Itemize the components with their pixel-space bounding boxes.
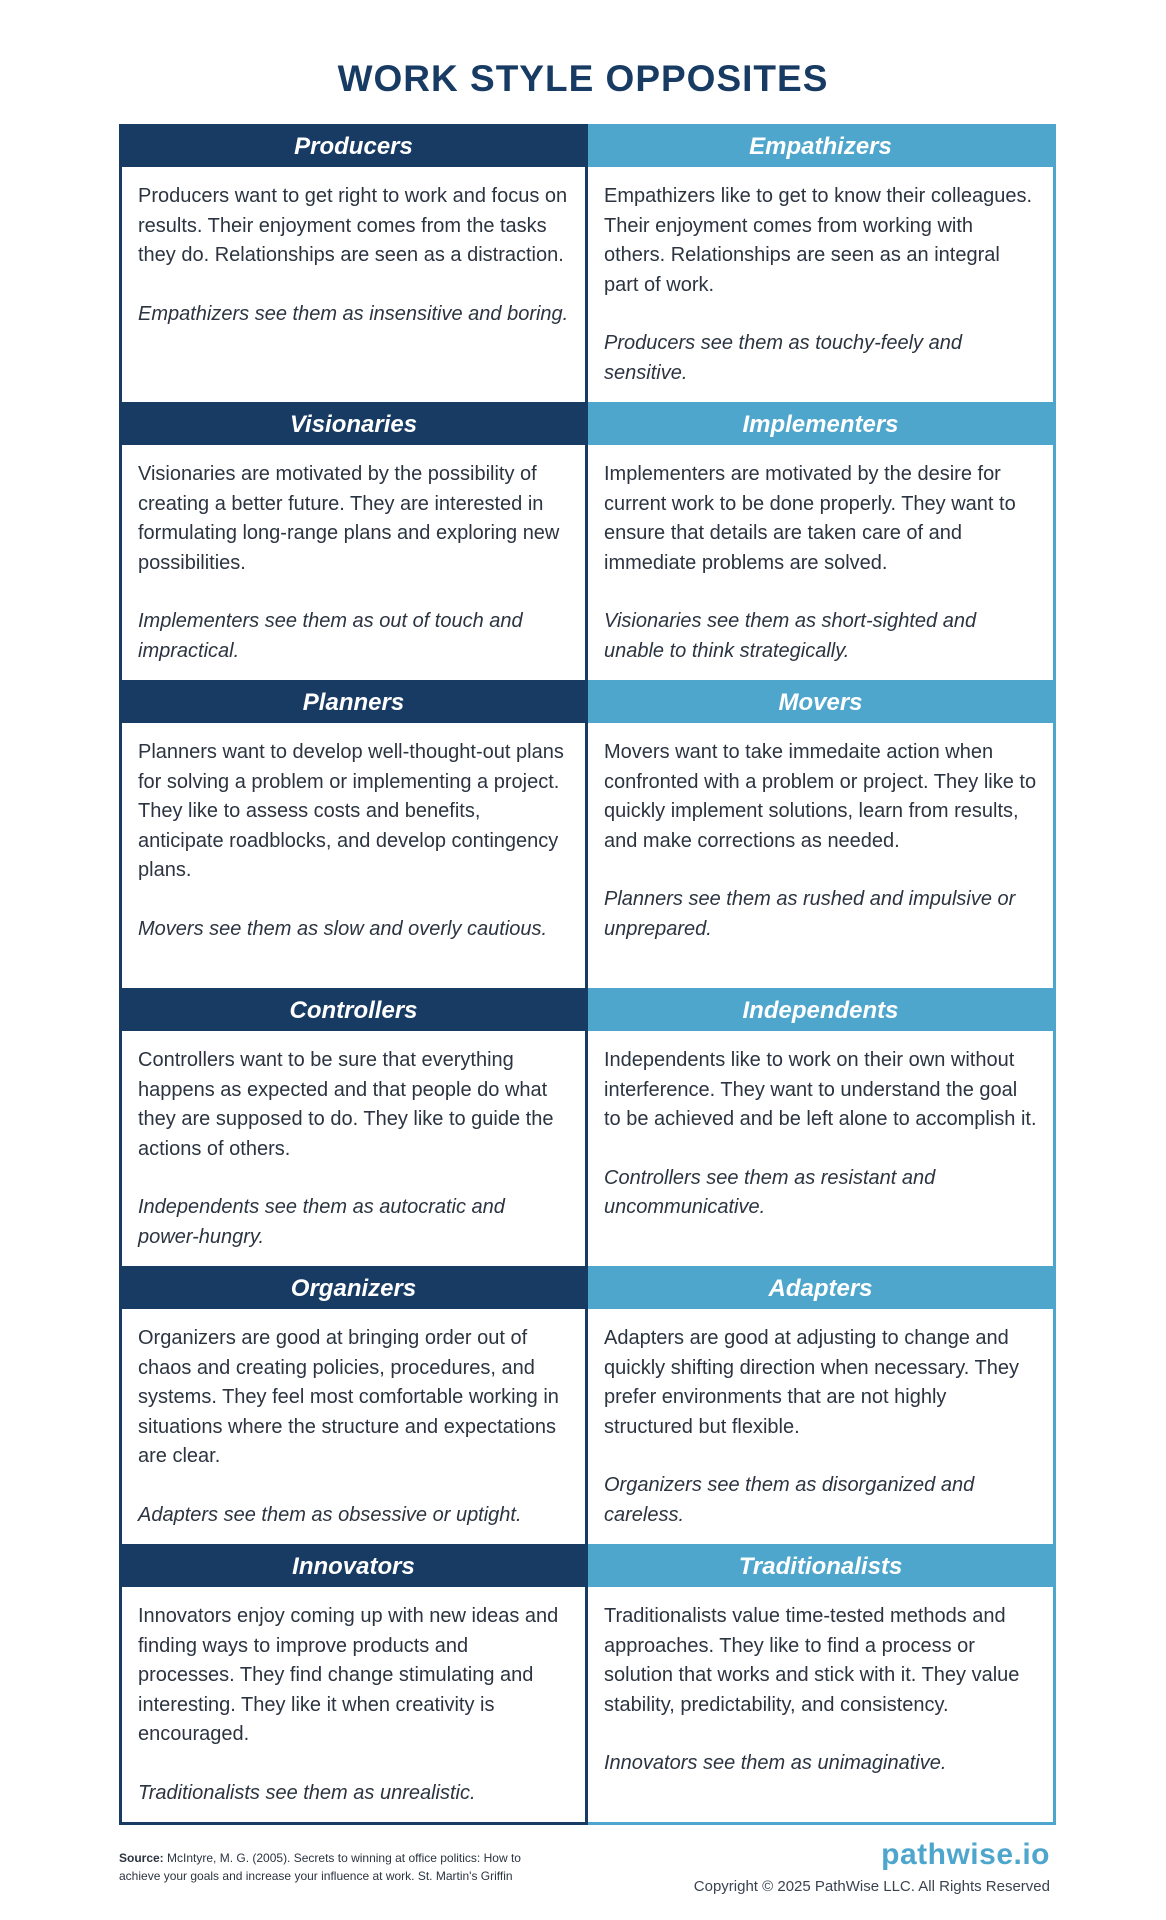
- style-cell-adapters: [588, 1269, 1056, 1547]
- style-perception: Movers see them as slow and overly cautious.: [138, 917, 548, 940]
- style-body: [122, 167, 585, 402]
- style-name: Controllers: [122, 991, 585, 1031]
- style-cell-independents: [588, 991, 1056, 1269]
- style-perception: Producers see them as touchy-feely and sensitive.: [604, 332, 962, 384]
- style-name: Movers: [588, 683, 1053, 723]
- style-cell-implementers: [588, 405, 1056, 683]
- page-title: WORK STYLE OPPOSITES: [337, 58, 829, 99]
- source-text: McIntyre, M. G. (2005). Secrets to winning at office politics: How to achieve your goals and increase your influence at work. St. Martin's Griffin: [119, 1851, 521, 1883]
- style-body: [588, 1309, 1053, 1544]
- style-perception: Independents see them as autocratic and power-hungry.: [138, 1196, 505, 1248]
- style-name: Innovators: [122, 1547, 585, 1587]
- style-description: Adapters are good at adjusting to change and quickly shifting direction when necessary. They prefer environments that are not highly structured but flexible.: [604, 1327, 1020, 1438]
- style-body: [588, 445, 1053, 680]
- style-description: Implementers are motivated by the desire for current work to be done properly. They want to ensure that details are taken care of and immediate problems are solved.: [604, 463, 1016, 574]
- style-perception: Organizers see them as disorganized and careless.: [604, 1474, 975, 1526]
- style-body: [122, 445, 585, 680]
- source-citation: [119, 1849, 559, 1885]
- style-perception: Innovators see them as unimaginative.: [604, 1752, 947, 1774]
- style-cell-organizers: [119, 1269, 588, 1547]
- style-cell-visionaries: [119, 405, 588, 683]
- source-label: Source:: [119, 1851, 164, 1865]
- style-perception: Empathizers see them as insensitive and boring.: [138, 302, 569, 325]
- style-body: [122, 1031, 585, 1266]
- style-description: Empathizers like to get to know their colleagues. Their enjoyment comes from working with others. Relationships are seen as an integral part of work.: [604, 185, 1032, 296]
- style-name: Independents: [588, 991, 1053, 1031]
- style-name: Organizers: [122, 1269, 585, 1309]
- style-perception: Controllers see them as resistant and uncommunicative.: [604, 1166, 936, 1218]
- style-name: Adapters: [588, 1269, 1053, 1309]
- style-name: Empathizers: [588, 127, 1053, 167]
- style-description: Visionaries are motivated by the possibility of creating a better future. They are interested in formulating long-range plans and exploring new possibilities.: [138, 463, 560, 574]
- style-description: Producers want to get right to work and focus on results. Their enjoyment comes from the tasks they do. Relationships are seen as a distraction.: [138, 185, 568, 266]
- style-description: Organizers are good at bringing order out of chaos and creating policies, procedures, and systems. They feel most comfortable working in situations where the structure and expectations are clear.: [138, 1327, 559, 1467]
- style-description: Planners want to develop well-thought-out plans for solving a problem or implementing a project. They like to assess costs and benefits, anticipate roadblocks, and develop contingency plans.: [138, 741, 564, 881]
- style-description: Traditionalists value time-tested methods and approaches. They like to find a process or solution that works and stick with it. They value stability, predictability, and consistency.: [604, 1605, 1020, 1716]
- style-body: [588, 167, 1053, 402]
- brand-logo: pathwise.io: [881, 1838, 1050, 1871]
- style-name: Traditionalists: [588, 1547, 1053, 1587]
- style-body: [588, 1031, 1053, 1266]
- style-body: [588, 723, 1053, 988]
- style-body: [588, 1587, 1053, 1822]
- style-cell-empathizers: [588, 124, 1056, 405]
- work-style-grid: [119, 124, 1056, 1825]
- style-cell-controllers: [119, 991, 588, 1269]
- style-name: Visionaries: [122, 405, 585, 445]
- style-body: [122, 723, 585, 988]
- style-perception: Planners see them as rushed and impulsive or unprepared.: [604, 888, 1016, 940]
- style-perception: Implementers see them as out of touch and impractical.: [138, 610, 523, 662]
- style-perception: Traditionalists see them as unrealistic.: [138, 1781, 476, 1804]
- style-body: [122, 1587, 585, 1822]
- style-cell-movers: [588, 683, 1056, 991]
- style-cell-innovators: [119, 1547, 588, 1825]
- style-description: Controllers want to be sure that everything happens as expected and that people do what they are supposed to do. They like to guide the actions of others.: [138, 1049, 554, 1160]
- style-name: Implementers: [588, 405, 1053, 445]
- style-perception: Adapters see them as obsessive or uptight.: [138, 1503, 522, 1526]
- style-name: Producers: [122, 127, 585, 167]
- style-description: Movers want to take immedaite action when confronted with a problem or project. They like to quickly implement solutions, learn from results, and make corrections as needed.: [604, 741, 1037, 852]
- style-cell-traditionalists: [588, 1547, 1056, 1825]
- style-perception: Visionaries see them as short-sighted and unable to think strategically.: [604, 610, 977, 662]
- style-cell-planners: [119, 683, 588, 991]
- style-description: Innovators enjoy coming up with new ideas and finding ways to improve products and processes. They find change stimulating and interesting. They like it when creativity is encouraged.: [138, 1605, 559, 1745]
- style-name: Planners: [122, 683, 585, 723]
- style-cell-producers: [119, 124, 588, 405]
- style-description: Independents like to work on their own without interference. They want to understand the goal to be achieved and be left alone to accomplish it.: [604, 1049, 1037, 1130]
- style-body: [122, 1309, 585, 1544]
- copyright-notice: Copyright © 2025 PathWise LLC. All Rights Reserved: [693, 1878, 1050, 1895]
